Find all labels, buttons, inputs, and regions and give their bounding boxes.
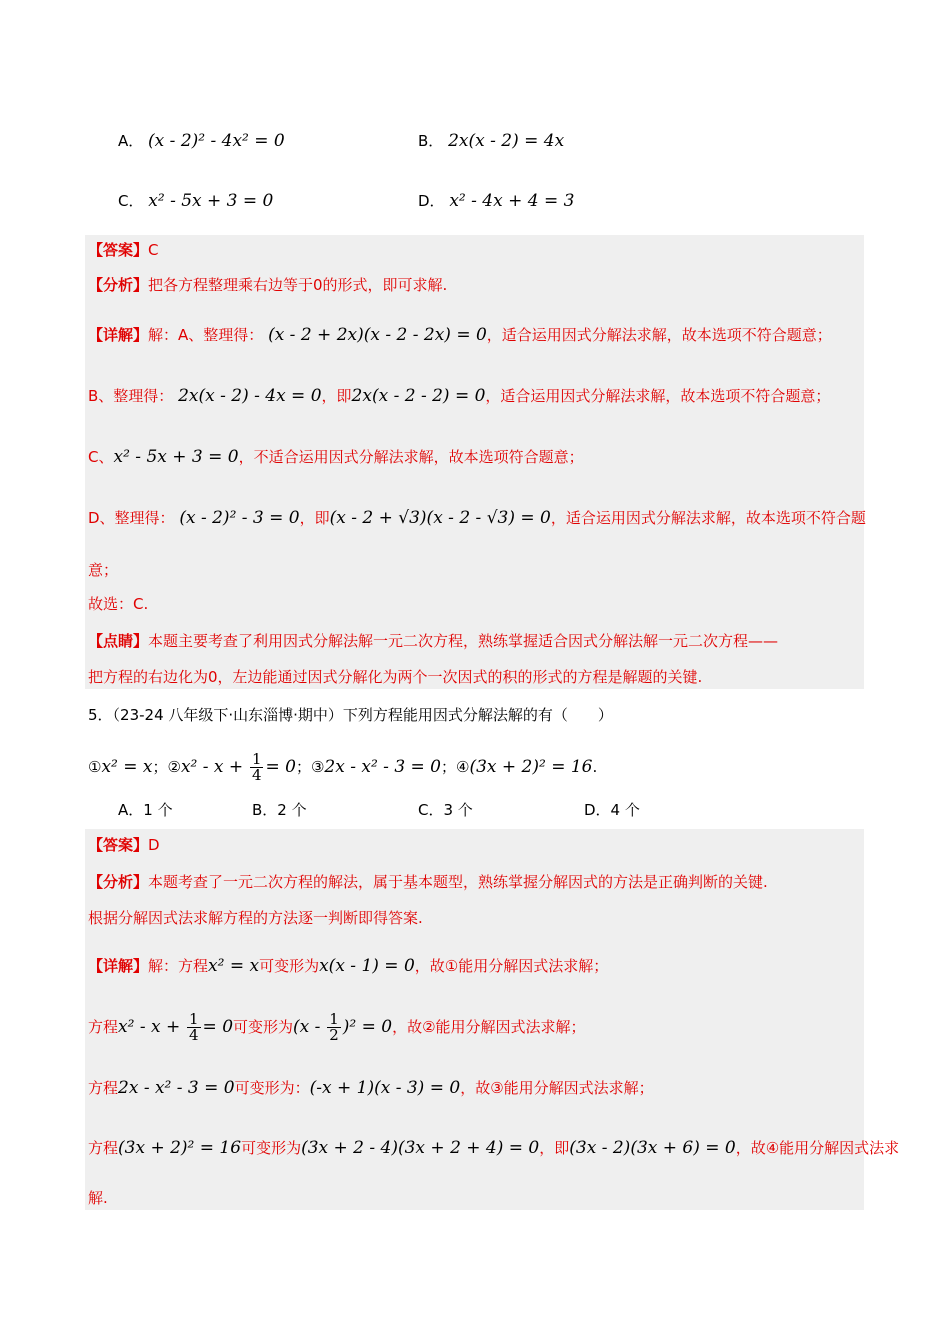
q4-comment-1: 【点睛】本题主要考查了利用因式分解法解一元二次方程，熟练掌握适合因式分解法解一元二次方程—— [88, 632, 779, 650]
option-d [418, 190, 574, 212]
option-a-label: A． [118, 132, 144, 150]
q5-option-d: D．4 个 [584, 801, 640, 819]
q4-detail-c: C、x² - 5x + 3 = 0，不适合运用因式分解法求解，故本选项符合题意； [88, 447, 584, 467]
q5-analysis-1: 【分析】本题考查了一元二次方程的解法，属于基本题型，熟练掌握分解因式的方法是正确判断的关键. [88, 873, 768, 891]
q5-detail-3: 方程2x - x² - 3 = 0可变形为：(-x + 1)(x - 3) = 0，故③能用分解因式法求解； [88, 1078, 654, 1098]
q5-detail-4-wrap: 解. [88, 1189, 108, 1207]
option-a [118, 130, 285, 152]
q5-detail-2: 方程x² - x + $\frac{1}{4}$ = 0可变形为(x - $\frac{1}{2}$ )² = 0，故②能用分解因式法求解； [88, 1010, 586, 1044]
q4-detail-b: B、整理得： 2x(x - 2) - 4x = 0，即2x(x - 2 - 2) = 0，适合运用因式分解法求解，故本选项不符合题意； [88, 386, 831, 406]
option-b-math: 2x(x - 2) = 4x [448, 131, 565, 151]
q5-equations: ①x² = x；②x² - x + $\frac{1}{4}$ = 0；③2x - x² - 3 = 0；④(3x + 2)² = 16. [88, 750, 598, 784]
q4-answer: 【答案】C [88, 241, 159, 259]
q5-detail-1: 【详解】解：方程x² = x可变形为x(x - 1) = 0，故①能用分解因式法求解； [88, 956, 609, 976]
option-c-math: x² - 5x + 3 = 0 [148, 191, 274, 211]
q4-analysis: 【分析】把各方程整理乘右边等于0的形式，即可求解. [88, 276, 448, 294]
option-b [418, 130, 564, 152]
option-d-math: x² - 4x + 4 = 3 [449, 191, 575, 211]
option-a-math: (x - 2)² - 4x² = 0 [148, 131, 285, 151]
q4-choose: 故选：C. [88, 595, 149, 613]
q5-detail-4: 方程(3x + 2)² = 16可变形为(3x + 2 - 4)(3x + 2 + 4) = 0，即(3x - 2)(3x + 6) = 0，故④能用分解因式法求 [88, 1138, 900, 1158]
option-c-label: C． [118, 192, 144, 210]
q4-comment-2: 把方程的右边化为0，左边能通过因式分解化为两个一次因式的积的形式的方程是解题的关键. [88, 668, 703, 686]
q5-option-b: B．2 个 [252, 801, 307, 819]
q5-option-a: A．1 个 [118, 801, 173, 819]
option-c [118, 190, 273, 212]
q5-title: 5．（23-24 八年级下·山东淄博·期中）下列方程能用因式分解法解的有（ ） [88, 706, 613, 724]
fraction-one-quarter: $\frac{1}{4}$ [251, 750, 262, 784]
q4-detail-a: 【详解】解：A、整理得： (x - 2 + 2x)(x - 2 - 2x) = 0，适合运用因式分解法求解，故本选项不符合题意； [88, 325, 832, 345]
q4-detail-d: D、整理得： (x - 2)² - 3 = 0，即(x - 2 + √3)(x - 2 - √3) = 0，适合运用因式分解法求解，故本选项不符合题 [88, 508, 866, 528]
q4-detail-d-wrap: 意； [88, 561, 119, 579]
option-d-label: D． [418, 192, 445, 210]
fraction-one-quarter: $\frac{1}{4}$ [189, 1010, 199, 1044]
q5-option-c: C．3 个 [418, 801, 473, 819]
option-b-label: B． [418, 132, 444, 150]
fraction-one-half: $\frac{1}{2}$ [329, 1010, 339, 1044]
q5-answer: 【答案】D [88, 836, 160, 854]
q5-analysis-2: 根据分解因式法求解方程的方法逐一判断即得答案. [88, 909, 423, 927]
